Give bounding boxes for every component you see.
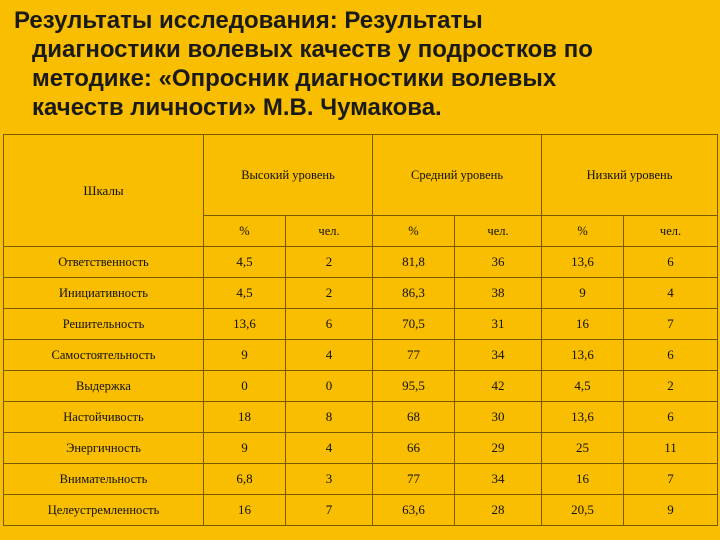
value-cell: 11 (624, 433, 718, 464)
value-cell: 2 (286, 247, 373, 278)
value-cell: 42 (455, 371, 542, 402)
value-cell: 25 (542, 433, 624, 464)
table-row (4, 495, 718, 526)
header-high-level: Высокий уровень (204, 135, 373, 216)
table-row (4, 371, 718, 402)
value-cell: 6 (286, 309, 373, 340)
value-cell: 4 (286, 433, 373, 464)
value-cell: 18 (204, 402, 286, 433)
header-medium-level: Средний уровень (373, 135, 542, 216)
header-low-level: Низкий уровень (542, 135, 718, 216)
value-cell: 63,6 (373, 495, 455, 526)
value-cell: 34 (455, 464, 542, 495)
header-scales: Шкалы (4, 135, 204, 247)
scale-name: Целеустремленность (4, 495, 204, 526)
value-cell: 9 (624, 495, 718, 526)
table-row (4, 278, 718, 309)
title-line-3: методике: «Опросник диагностики волевых (32, 65, 557, 92)
table-row (4, 340, 718, 371)
value-cell: 13,6 (204, 309, 286, 340)
subheader-medium-count: чел. (455, 216, 542, 247)
table-row (4, 402, 718, 433)
value-cell: 16 (204, 495, 286, 526)
scale-name: Инициативность (4, 278, 204, 309)
value-cell: 3 (286, 464, 373, 495)
title-line-2: диагностики волевых качеств у подростков по (32, 36, 593, 63)
scale-name: Ответственность (4, 247, 204, 278)
slide-title (14, 6, 714, 122)
value-cell: 6,8 (204, 464, 286, 495)
value-cell: 68 (373, 402, 455, 433)
value-cell: 70,5 (373, 309, 455, 340)
results-table (3, 134, 718, 526)
value-cell: 0 (286, 371, 373, 402)
value-cell: 29 (455, 433, 542, 464)
value-cell: 7 (286, 495, 373, 526)
table-row (4, 464, 718, 495)
value-cell: 28 (455, 495, 542, 526)
value-cell: 13,6 (542, 402, 624, 433)
value-cell: 7 (624, 309, 718, 340)
value-cell: 8 (286, 402, 373, 433)
subheader-high-percent: % (204, 216, 286, 247)
value-cell: 2 (624, 371, 718, 402)
value-cell: 20,5 (542, 495, 624, 526)
value-cell: 16 (542, 464, 624, 495)
scale-name: Настойчивость (4, 402, 204, 433)
title-line-4: качеств личности» М.В. Чумакова. (32, 94, 442, 121)
table-row (4, 247, 718, 278)
value-cell: 6 (624, 402, 718, 433)
value-cell: 6 (624, 247, 718, 278)
value-cell: 34 (455, 340, 542, 371)
value-cell: 4,5 (204, 278, 286, 309)
scale-name: Внимательность (4, 464, 204, 495)
value-cell: 0 (204, 371, 286, 402)
value-cell: 4,5 (204, 247, 286, 278)
value-cell: 13,6 (542, 247, 624, 278)
value-cell: 9 (204, 340, 286, 371)
scale-name: Энергичность (4, 433, 204, 464)
value-cell: 31 (455, 309, 542, 340)
value-cell: 9 (204, 433, 286, 464)
value-cell: 95,5 (373, 371, 455, 402)
value-cell: 9 (542, 278, 624, 309)
table-row (4, 309, 718, 340)
value-cell: 66 (373, 433, 455, 464)
value-cell: 36 (455, 247, 542, 278)
value-cell: 38 (455, 278, 542, 309)
subheader-low-count: чел. (624, 216, 718, 247)
value-cell: 13,6 (542, 340, 624, 371)
value-cell: 81,8 (373, 247, 455, 278)
value-cell: 86,3 (373, 278, 455, 309)
scale-name: Самостоятельность (4, 340, 204, 371)
subheader-high-count: чел. (286, 216, 373, 247)
value-cell: 4 (286, 340, 373, 371)
value-cell: 4,5 (542, 371, 624, 402)
title-line-1: Результаты исследования: Результаты (14, 7, 483, 34)
table-row (4, 433, 718, 464)
value-cell: 2 (286, 278, 373, 309)
subheader-low-percent: % (542, 216, 624, 247)
value-cell: 30 (455, 402, 542, 433)
value-cell: 6 (624, 340, 718, 371)
value-cell: 4 (624, 278, 718, 309)
value-cell: 7 (624, 464, 718, 495)
scale-name: Выдержка (4, 371, 204, 402)
value-cell: 77 (373, 464, 455, 495)
scale-name: Решительность (4, 309, 204, 340)
subheader-medium-percent: % (373, 216, 455, 247)
value-cell: 77 (373, 340, 455, 371)
value-cell: 16 (542, 309, 624, 340)
